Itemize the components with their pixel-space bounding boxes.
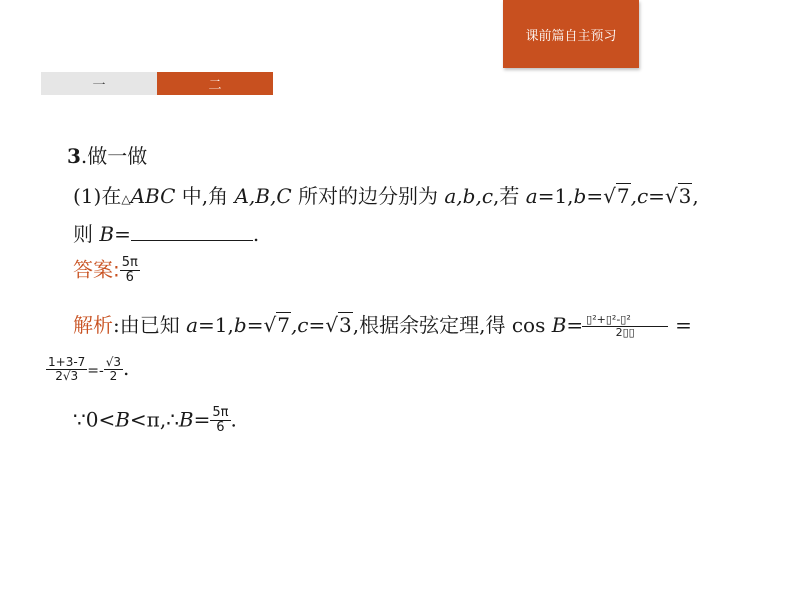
conclusion-numerator: 5π xyxy=(212,405,229,420)
sqrt-3-value: 3 xyxy=(678,184,692,208)
tab-one[interactable]: 一 xyxy=(41,72,157,95)
analysis-sqrt-3-value: 3 xyxy=(339,313,352,338)
problem-line-1 xyxy=(73,186,699,206)
sides: a,b,c xyxy=(444,184,494,208)
conclusion-end: . xyxy=(230,407,237,432)
heading xyxy=(67,146,147,166)
analysis-c-equals: = xyxy=(308,313,326,338)
range-var-B: B xyxy=(115,407,130,432)
value-fraction xyxy=(46,356,87,383)
answer-line xyxy=(73,256,140,286)
heading-number: 3 xyxy=(67,144,81,168)
cosine-law-denominator: 2▯▯ xyxy=(615,326,635,340)
value-denominator: 2√3 xyxy=(55,369,79,384)
analysis-sqrt-3: √3 xyxy=(325,313,352,338)
result-fraction xyxy=(104,356,123,383)
answer-blank[interactable] xyxy=(131,222,253,241)
tab-two[interactable]: 二 xyxy=(157,72,273,95)
analysis-sqrt-7-value: 7 xyxy=(277,313,290,338)
conclusion-denominator: 6 xyxy=(216,420,225,436)
analysis-sqrt-7: √7 xyxy=(263,313,290,338)
problem-line2-prefix: 则 xyxy=(73,222,100,246)
a-value: =1, xyxy=(537,184,574,208)
analysis-line-1 xyxy=(73,314,692,339)
analysis-text2: ,根据余弦定理,得 cos xyxy=(352,313,552,338)
analysis-a-value: =1, xyxy=(198,313,234,338)
var-c: ,c xyxy=(630,184,649,208)
heading-text: .做一做 xyxy=(80,144,148,168)
sqrt-7: √7 xyxy=(603,184,630,208)
sqrt-3: √3 xyxy=(664,184,692,208)
var-b: b xyxy=(573,184,587,208)
analysis-b-equals: = xyxy=(246,313,264,338)
problem-line2-end: . xyxy=(252,222,260,246)
triangle-symbol: △ xyxy=(121,192,131,206)
value-equals: =- xyxy=(87,363,104,380)
angles: A,B,C xyxy=(234,184,292,208)
analysis-var-a: a xyxy=(186,313,199,338)
analysis-equals-2: = xyxy=(675,313,692,338)
range-text: 0< xyxy=(85,407,116,432)
section-corner-tab[interactable]: 课前篇自主预习 xyxy=(503,0,639,68)
value-numerator: 1+3-7 xyxy=(48,355,86,369)
result-denominator: 2 xyxy=(109,369,118,384)
range-text2: <π, xyxy=(129,407,167,432)
conclusion-equals: = xyxy=(193,407,211,432)
cosine-law-numerator: ▯²+▯²-▯² xyxy=(582,314,668,327)
analysis-label: 解析 xyxy=(73,313,113,338)
conclusion-var-B: B xyxy=(178,407,194,432)
analysis-var-c: ,c xyxy=(290,313,309,338)
analysis-text1: :由已知 xyxy=(113,313,187,338)
analysis-var-b: b xyxy=(233,313,247,338)
result-numerator: √3 xyxy=(105,355,122,369)
answer-fraction xyxy=(120,256,140,286)
because-symbol: ∵ xyxy=(73,407,86,432)
cosine-law-fraction xyxy=(583,314,667,339)
problem-prefix: (1)在 xyxy=(73,184,122,208)
sqrt-7-value: 7 xyxy=(616,184,630,208)
analysis-line-3 xyxy=(73,406,237,436)
therefore-symbol: ∴ xyxy=(166,407,179,432)
problem-tail: , xyxy=(692,184,699,208)
conclusion-fraction xyxy=(210,406,230,436)
answer-denominator: 6 xyxy=(125,270,134,286)
c-equals: = xyxy=(648,184,665,208)
problem-mid3: ,若 xyxy=(493,184,526,208)
triangle-name: ABC xyxy=(130,184,176,208)
problem-mid: 中,角 xyxy=(175,184,235,208)
section-tabs xyxy=(41,72,273,95)
B-equals: = xyxy=(114,222,131,246)
problem-line-2 xyxy=(73,222,259,244)
var-a: a xyxy=(525,184,538,208)
answer-label: 答案: xyxy=(73,257,120,282)
analysis-line-2 xyxy=(46,356,129,383)
analysis-var-B: B xyxy=(551,313,567,338)
value-end: . xyxy=(123,356,130,381)
analysis-equals: = xyxy=(566,313,584,338)
problem-mid2: 所对的边分别为 xyxy=(291,184,445,208)
var-B: B xyxy=(99,222,115,246)
answer-numerator: 5π xyxy=(121,255,138,270)
b-equals: = xyxy=(586,184,604,208)
